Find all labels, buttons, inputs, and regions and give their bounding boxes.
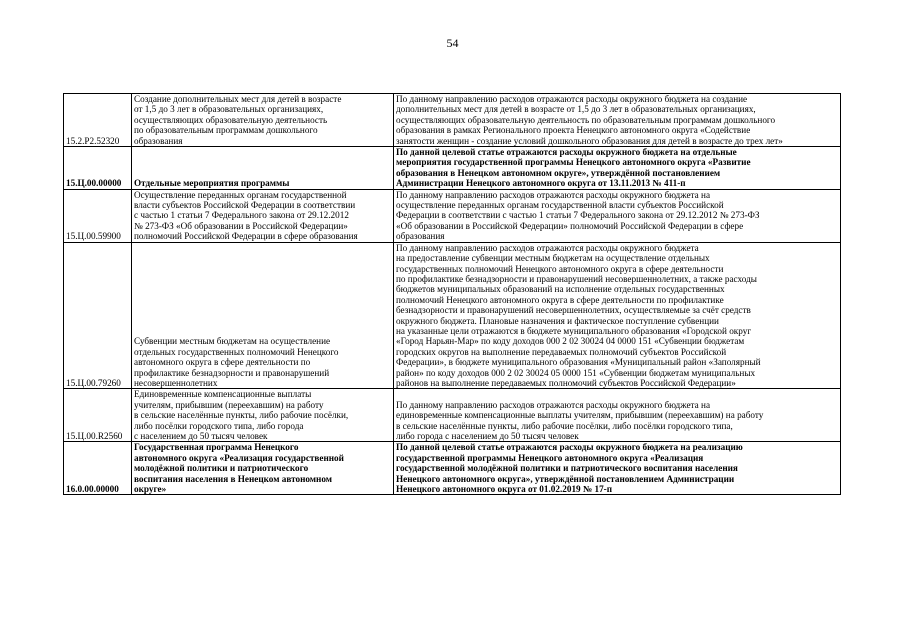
- name-line: отдельных государственных полномочий Ненецкого: [134, 346, 339, 357]
- description-line: район» по коду доходов 000 2 02 30024 05 0000 151 «Субвенции бюджетам муниципальных: [396, 367, 756, 378]
- name-line: Осуществление переданных органам государственной: [134, 189, 347, 200]
- target-article-code: 15.Ц.00.00000: [64, 147, 132, 190]
- description-line: образования: [396, 231, 445, 242]
- name-line: автономного округа «Реализация государственной: [134, 452, 344, 463]
- target-article-code: 15.2.P2.52320: [64, 94, 132, 147]
- description-line: Администрации Ненецкого автономного округа от 13.11.2013 № 411-п: [396, 178, 686, 189]
- target-article-description: [394, 442, 841, 495]
- description-line: осуществляющих образовательную деятельность по образовательным программам дошкольного: [396, 114, 776, 125]
- page-number: 54: [446, 36, 459, 50]
- description-line: Федерации в соответствии с частью 1 статьи 7 Федерального закона от 29.12.2012 № 273-ФЗ: [396, 210, 760, 221]
- description-line: полномочий Ненецкого автономного округа в сфере деятельности по профилактике: [396, 294, 724, 305]
- target-article-name: [132, 242, 394, 389]
- name-line: в сельские населённые пункты, либо рабочие посёлки,: [134, 410, 349, 421]
- target-article-name: [132, 189, 394, 242]
- description-line: безнадзорности и правонарушений несовершеннолетних, осуществляемые за счёт средств: [396, 305, 751, 316]
- name-line: Отдельные мероприятия программы: [134, 178, 290, 189]
- description-line: занятости женщин - создание условий дошкольного образования для детей в возрасте до трех лет»: [396, 135, 783, 146]
- description-line: По данному направлению расходов отражаются расходы окружного бюджета на: [396, 189, 711, 200]
- target-article-name: [132, 147, 394, 190]
- target-article-description: [394, 94, 841, 147]
- table-body: [64, 94, 841, 495]
- description-line: окружного бюджета. Плановые назначения и фактическое поступление субвенции: [396, 315, 719, 326]
- description-line: городских округов на выполнение передаваемых полномочий субъектов Российской: [396, 346, 727, 357]
- target-article-name: [132, 389, 394, 442]
- name-line: несовершеннолетних: [134, 377, 218, 388]
- table-row: [64, 94, 841, 147]
- target-article-code: 16.0.00.00000: [64, 442, 132, 495]
- description-line: дополнительных мест для детей в возрасте от 1,5 до 3 лет в образовательных организациях,: [396, 104, 756, 115]
- name-line: воспитания населения в Ненецком автономном: [134, 473, 333, 484]
- description-line: в сельские населённые пункты, либо рабочие посёлки, либо посёлки городского типа,: [396, 420, 733, 431]
- description-line: Федерации», в бюджете муниципального образования «Муниципальный район «Заполярный: [396, 357, 761, 368]
- budget-classification-table: [63, 93, 841, 495]
- description-line: По данной целевой статье отражаются расходы окружного бюджета на реализацию: [396, 442, 743, 453]
- name-line: Государственная программа Ненецкого: [134, 442, 299, 453]
- table-row: [64, 147, 841, 190]
- description-line: осуществление переданных органам государственной власти субъектов Российской: [396, 200, 724, 211]
- name-line: Субвенции местным бюджетам на осуществление: [134, 336, 331, 347]
- name-line: округе»: [134, 484, 167, 495]
- name-line: учителям, прибывшим (переехавшим) на работу: [134, 399, 324, 410]
- name-line: полномочий Российской Федерации в сфере образования: [134, 231, 358, 242]
- description-line: Ненецкого автономного округа от 01.02.2019 № 17-п: [396, 484, 613, 495]
- description-line: По данному направлению расходов отражаются расходы окружного бюджета на создание: [396, 94, 748, 104]
- name-line: власти субъектов Российской Федерации в соответствии: [134, 200, 356, 211]
- description-line: «Об образовании в Российской Федерации» полномочий Российской Федерации в сфере: [396, 220, 744, 231]
- name-line: автономного округа в сфере деятельности по: [134, 357, 311, 368]
- target-article-description: [394, 242, 841, 389]
- description-line: бюджетов муниципальных образований на исполнение отдельных государственных: [396, 284, 725, 295]
- name-line: с частью 1 статьи 7 Федерального закона от 29.12.2012: [134, 210, 349, 221]
- name-line: либо посёлки городского типа, либо города: [134, 420, 304, 431]
- description-line: По данному направлению расходов отражаются расходы окружного бюджета: [396, 242, 699, 253]
- table-row: [64, 389, 841, 442]
- description-line: образования в рамках Регионального проекта Ненецкого автономного округа «Содействие: [396, 125, 751, 136]
- table-row: [64, 242, 841, 389]
- target-article-code: 15.Ц.00.59900: [64, 189, 132, 242]
- description-line: районов на выполнение передаваемых полномочий субъектов Российской Федерации»: [396, 377, 736, 388]
- description-line: либо города с населением до 50 тысяч человек: [396, 431, 579, 441]
- name-line: профилактике безнадзорности и правонарушений: [134, 367, 330, 378]
- target-article-description: [394, 389, 841, 442]
- description-line: на указанные цели отражаются в бюджете муниципального образования «Городской округ: [396, 325, 752, 336]
- target-article-name: [132, 94, 394, 147]
- description-line: мероприятия государственной программы Ненецкого автономного округа «Развитие: [396, 157, 751, 168]
- name-line: образования: [134, 135, 183, 146]
- description-line: государственных полномочий Ненецкого автономного округа в сфере деятельности: [396, 263, 724, 274]
- name-line: № 273-ФЗ «Об образовании в Российской Федерации»: [134, 220, 348, 231]
- target-article-name: [132, 442, 394, 495]
- target-article-description: [394, 189, 841, 242]
- name-line: Создание дополнительных мест для детей в возрасте: [134, 94, 342, 104]
- name-line: молодёжной политики и патриотического: [134, 463, 309, 474]
- description-line: [396, 389, 838, 399]
- description-line: на предоставление субвенции местным бюджетам на осуществление отдельных: [396, 253, 710, 264]
- name-line: по образовательным программам дошкольного: [134, 125, 318, 136]
- name-line: с населением до 50 тысяч человек: [134, 431, 268, 441]
- target-article-code: 15.Ц.00.R2560: [64, 389, 132, 442]
- target-article-description: [394, 147, 841, 190]
- table-row: [64, 189, 841, 242]
- description-line: единовременные компенсационные выплаты учителям, прибывшим (переехавшим) на работу: [396, 410, 764, 421]
- description-line: Ненецкого автономного округа», утверждённой постановлением Администрации: [396, 473, 735, 484]
- description-line: образования в Ненецком автономном округе», утверждённой постановлением: [396, 167, 721, 178]
- name-line: Единовременные компенсационные выплаты: [134, 389, 312, 400]
- description-line: По данному направлению расходов отражаются расходы окружного бюджета на: [396, 399, 711, 410]
- description-line: по профилактике безнадзорности и правонарушений несовершеннолетних, а также расходы: [396, 273, 757, 284]
- name-line: от 1,5 до 3 лет в образовательных организациях,: [134, 104, 324, 115]
- description-line: государственной молодёжной политики и патриотического воспитания населения: [396, 463, 738, 474]
- description-line: государственной программы Ненецкого автономного округа «Реализация: [396, 452, 704, 463]
- table-row: [64, 442, 841, 495]
- description-line: По данной целевой статье отражаются расходы окружного бюджета на отдельные: [396, 147, 737, 158]
- target-article-code: 15.Ц.00.79260: [64, 242, 132, 389]
- description-line: «Город Нарьян-Мар» по коду доходов 000 2 02 30024 04 0000 151 «Субвенции бюджетам: [396, 336, 745, 347]
- name-line: осуществляющих образовательную деятельность: [134, 114, 328, 125]
